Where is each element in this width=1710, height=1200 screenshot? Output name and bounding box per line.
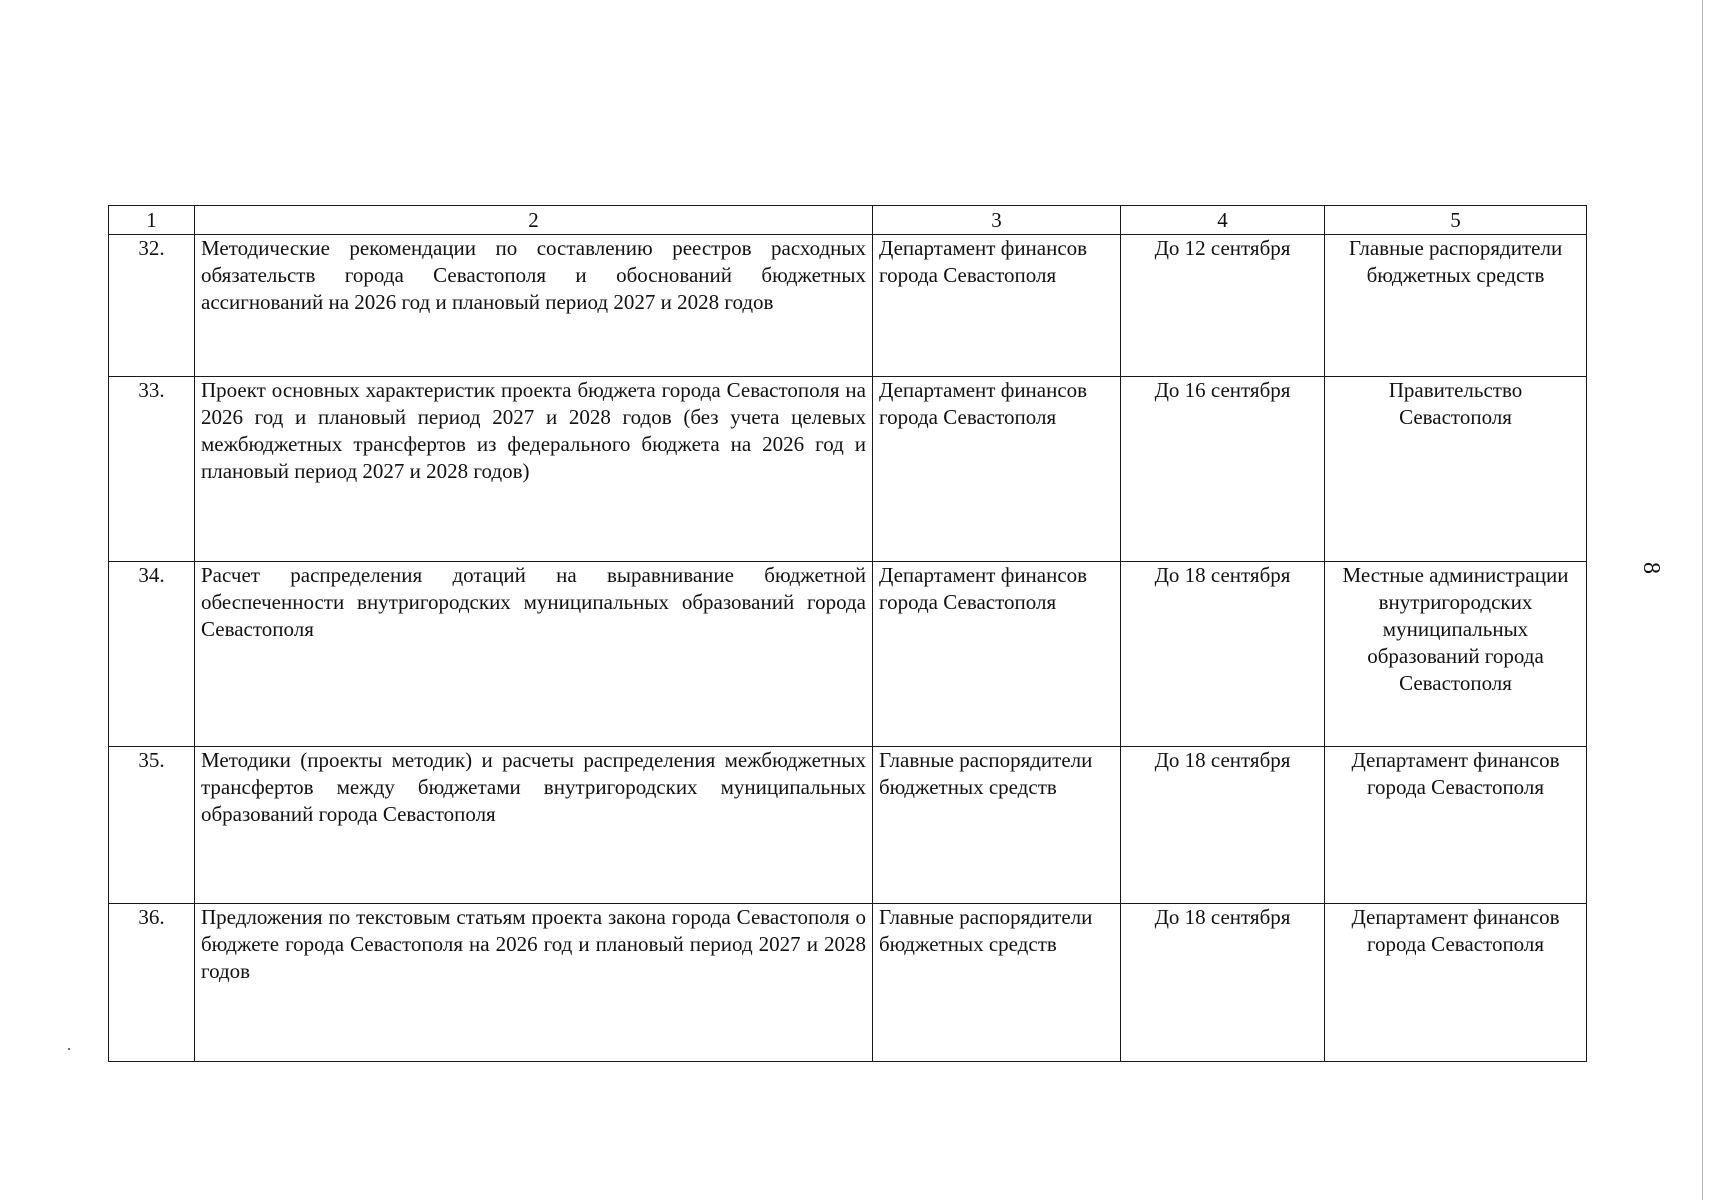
row-recipient: Департамент финансов города Севастополя — [1325, 904, 1587, 1062]
row-responsible: Департамент финансов города Севастополя — [873, 377, 1121, 562]
row-description: Предложения по текстовым статьям проекта закона города Севастополя о бюджете города Севастополя на 2026 год и плановый период 2027 и 2028 годов — [195, 904, 873, 1062]
row-number: 33. — [109, 377, 195, 562]
page-number: 8 — [1638, 562, 1664, 574]
row-number: 35. — [109, 747, 195, 904]
row-recipient: Департамент финансов города Севастополя — [1325, 747, 1587, 904]
scan-speck — [68, 1048, 70, 1050]
column-header: 1 — [109, 206, 195, 235]
row-description: Проект основных характеристик проекта бюджета города Севастополя на 2026 год и плановый период 2027 и 2028 годов (без учета целевых межбюджетных трансфертов из федерального бюджета на 2026 год и плановый период 2027 и 2028 годов) — [195, 377, 873, 562]
row-deadline: До 18 сентября — [1121, 747, 1325, 904]
row-deadline: До 16 сентября — [1121, 377, 1325, 562]
row-recipient: Правительство Севастополя — [1325, 377, 1587, 562]
table-row — [109, 747, 1587, 904]
page-edge-line — [1702, 0, 1703, 1200]
row-deadline: До 18 сентября — [1121, 904, 1325, 1062]
table-row — [109, 235, 1587, 377]
row-description: Расчет распределения дотаций на выравнивание бюджетной обеспеченности внутригородских муниципальных образований города Севастополя — [195, 562, 873, 747]
column-header: 2 — [195, 206, 873, 235]
row-responsible: Главные распорядители бюджетных средств — [873, 904, 1121, 1062]
row-responsible: Главные распорядители бюджетных средств — [873, 747, 1121, 904]
row-responsible: Департамент финансов города Севастополя — [873, 235, 1121, 377]
table-row — [109, 377, 1587, 562]
row-number: 34. — [109, 562, 195, 747]
budget-schedule-table — [108, 205, 1587, 1062]
column-header: 5 — [1325, 206, 1587, 235]
column-number-row — [109, 206, 1587, 235]
row-recipient: Местные администрации внутригородских муниципальных образований города Севастополя — [1325, 562, 1587, 747]
row-number: 32. — [109, 235, 195, 377]
row-deadline: До 18 сентября — [1121, 562, 1325, 747]
table-row — [109, 904, 1587, 1062]
row-responsible: Департамент финансов города Севастополя — [873, 562, 1121, 747]
row-number: 36. — [109, 904, 195, 1062]
column-header: 3 — [873, 206, 1121, 235]
row-deadline: До 12 сентября — [1121, 235, 1325, 377]
row-description: Методические рекомендации по составлению реестров расходных обязательств города Севастополя и обоснований бюджетных ассигнований на 2026 год и плановый период 2027 и 2028 годов — [195, 235, 873, 377]
row-recipient: Главные распорядители бюджетных средств — [1325, 235, 1587, 377]
table-row — [109, 562, 1587, 747]
column-header: 4 — [1121, 206, 1325, 235]
row-description: Методики (проекты методик) и расчеты распределения межбюджетных трансфертов между бюджетами внутригородских муниципальных образований города Севастополя — [195, 747, 873, 904]
